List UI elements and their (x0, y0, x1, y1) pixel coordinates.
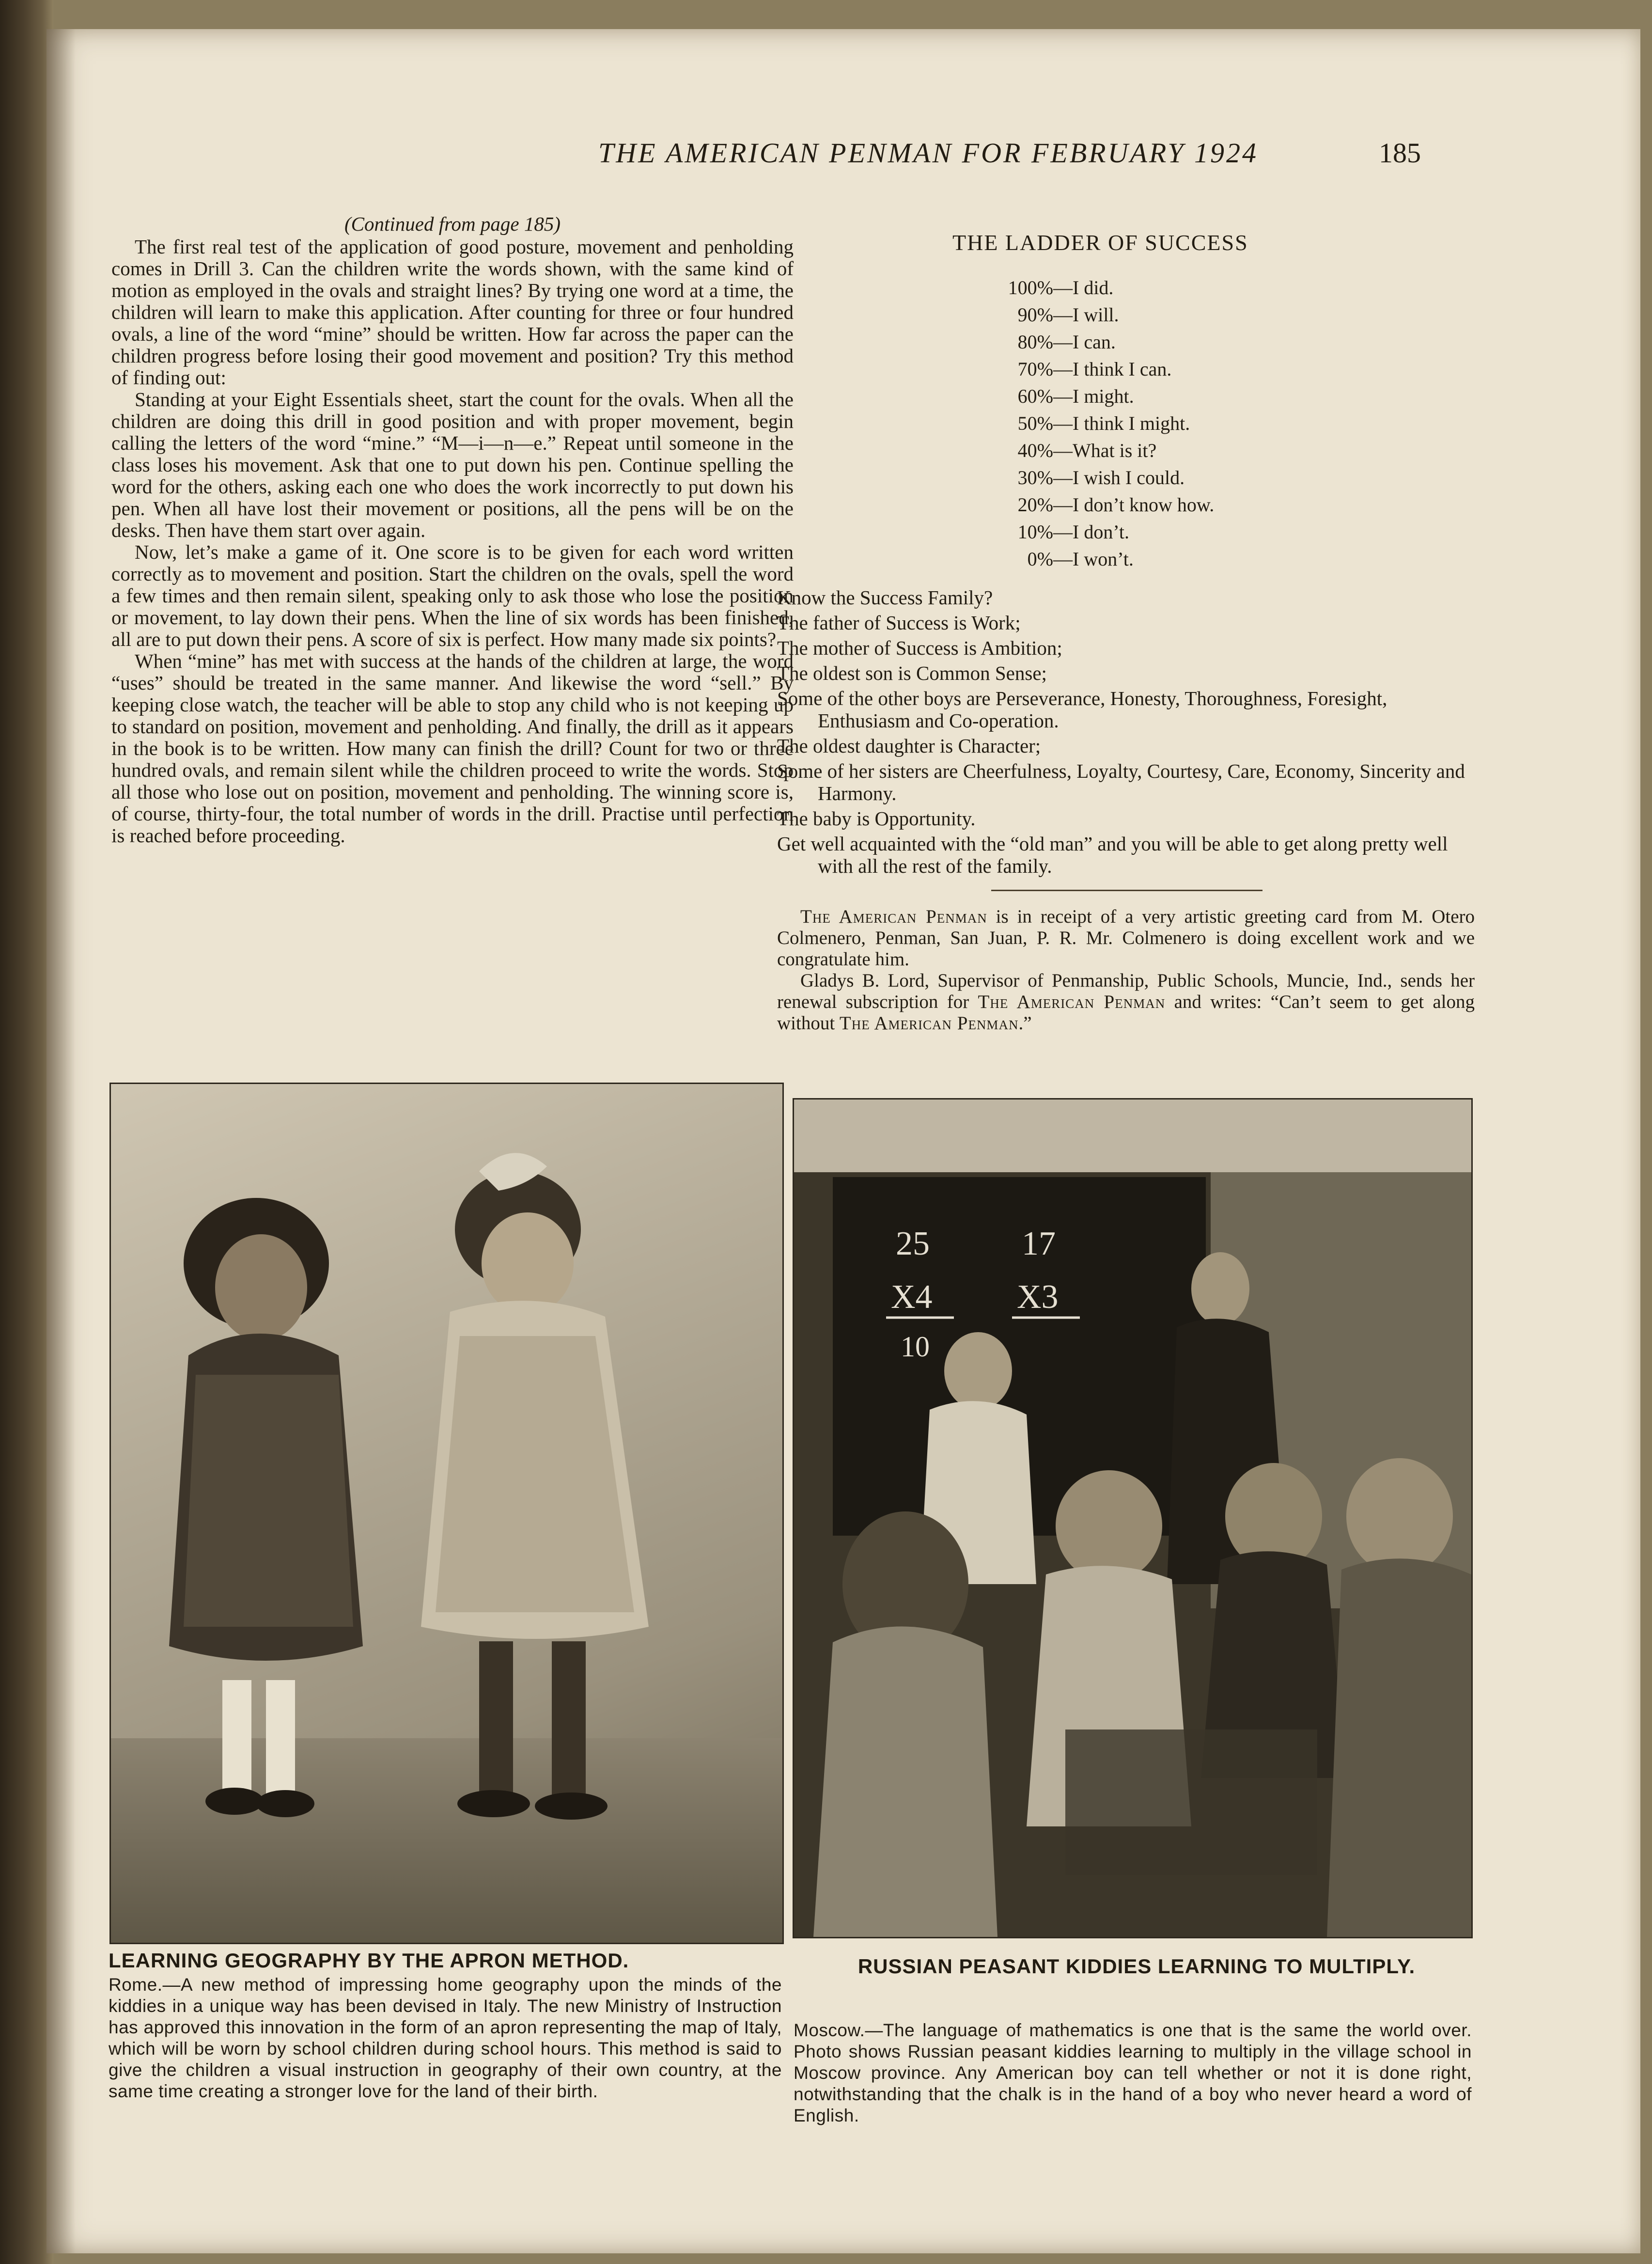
ladder-text: —I might. (1053, 385, 1134, 407)
left-text-column (111, 213, 794, 847)
page-gutter-shadow (47, 29, 76, 2253)
publication-name: The American Penman (978, 991, 1166, 1012)
article-paragraph: The first real test of the application of good posture, movement and penholding comes in Drill 3. Can the children write the words shown, with the same kind of motion as employed in the ovals and straight lines? By trying one word at a time, the children will learn to make this application. After counting for three or four hundred ovals, a line of the word “mine” should be written. How far across the paper can the children progress before losing their good movement and position? Try this method of finding out: (111, 236, 794, 389)
ladder-text: —I did. (1053, 277, 1114, 299)
notes-section (777, 906, 1475, 1034)
blackboard-number: 10 (901, 1331, 930, 1363)
ladder-row (977, 329, 1316, 356)
ladder-row (977, 437, 1316, 464)
blackboard-number: 17 (1022, 1225, 1056, 1262)
photo-girls-apron (109, 1083, 784, 1944)
note-paragraph (777, 906, 1475, 970)
article-paragraph: Now, let’s make a game of it. One score is to be given for each word written correctly as to movement and position. Start the children on the ovals, spell the word a few times and then remain silent, speaking only to ask those who lose the position or movement, to lay down their pens. When the line of six words has been finished, all are to put down their pens. A score of six is perfect. How many made six points? (111, 541, 794, 650)
ladder-percent: 10% (1017, 521, 1053, 543)
blackboard-number: X4 (891, 1278, 933, 1316)
blackboard-number: X3 (1017, 1278, 1059, 1316)
family-line: The father of Success is Work; (777, 612, 1021, 634)
note-paragraph (777, 970, 1475, 1034)
ladder-title: THE LADDER OF SUCCESS (952, 230, 1248, 255)
family-line: The mother of Success is Ambition; (777, 637, 1062, 659)
note-text: Gladys B. Lord, Supervisor of Penmanship, Public Schools, Muncie, Ind., sends her renewal subscription for (777, 970, 1475, 1012)
running-header: THE AMERICAN PENMAN FOR FEBRUARY 1924 (598, 137, 1259, 169)
note-text: is in receipt of a very artistic greeting card from M. Otero Colmenero, Penman, San Juan, P. R. Mr. Colmenero is doing excellent work and we congratulate him. (777, 906, 1475, 970)
photo-russian-classroom (793, 1098, 1473, 1938)
section-divider (991, 890, 1262, 891)
right-photo-caption-body: Moscow.—The language of mathematics is one that is the same the world over. Photo shows Russian peasant kiddies learning to multiply in the village school in Moscow province. Any American boy can tell whether or not it is done right, notwithstanding that the chalk is in the hand of a boy who never heard a word of English. (794, 2020, 1472, 2125)
ladder-percent: 40% (1017, 440, 1053, 461)
page-number: 185 (1379, 137, 1421, 169)
ladder-row (977, 519, 1316, 546)
ladder-row (977, 410, 1316, 437)
ladder-row (977, 491, 1316, 519)
ladder-percent: 60% (1017, 385, 1053, 407)
magazine-page (47, 29, 1640, 2253)
ladder-text: —I can. (1053, 331, 1116, 353)
ladder-text: —I think I might. (1053, 412, 1190, 434)
success-family-list (777, 586, 1480, 880)
ladder-text: —I will. (1053, 304, 1119, 326)
ladder-row (977, 301, 1316, 329)
article-paragraph: When “mine” has met with success at the hands of the children at large, the word “uses” should be treated in the same manner. And likewise the word “sell.” By keeping close watch, the teacher will be able to stop any child who is not keeping up to standard on position, movement and penholding. And finally, the drill as it appears in the book is to be written. How many can finish the drill? Count for two or three hundred ovals, and remain silent while the children proceed to write the words. Stop all those who lose out on position, movement and penholding. The winning score is, of course, thirty-four, the total number of words in the drill. Practise until perfection is reached before proceeding. (111, 650, 794, 847)
article-paragraph: Standing at your Eight Essentials sheet, start the count for the ovals. When all the children are doing this drill in good position and with proper movement, begin calling the letters of the word “mine.” “M—i—n—e.” Repeat until someone in the class loses his movement. Ask that one to put down his pen. Continue spelling the word for the others, asking each one who does the work incorrectly to put down his pen. When all have lost their movement or positions, all the pens will be on the desks. Then have them start over again. (111, 388, 794, 541)
blackboard-number: 25 (896, 1225, 930, 1262)
family-line: Get well acquainted with the “old man” and you will be able to get along pretty well with all the rest of the family. (777, 833, 1448, 877)
publication-name: The American Penman (800, 906, 987, 927)
family-line: The baby is Opportunity. (777, 807, 976, 830)
continued-note: (Continued from page 185) (344, 213, 561, 235)
ladder-row (977, 274, 1316, 301)
ladder-row (977, 383, 1316, 410)
family-line: Some of the other boys are Perseverance, Honesty, Thoroughness, Foresight, Enthusiasm and Co-operation. (777, 687, 1387, 732)
left-photo-caption-body: Rome.—A new method of impressing home geography upon the minds of the kiddies in a unique way has been devised in Italy. The new Ministry of Instruction has approved this innovation in the form of an apron representing the map of Italy, which will be worn by school children during school hours. This method is said to give the children a visual instruction in geography of their own country, at the same time creating a stronger love for the land of their birth. (109, 1975, 782, 2101)
ladder-text: —I don’t know how. (1053, 494, 1215, 516)
book-spine-shadow (0, 0, 53, 2264)
family-line: Know the Success Family? (777, 586, 993, 609)
ladder-text: —I won’t. (1053, 548, 1134, 570)
note-text: and writes: “Can’t seem to get along without (777, 991, 1475, 1034)
ladder-percent: 20% (1017, 494, 1053, 516)
ladder-percent: 50% (1017, 412, 1053, 434)
ladder-percent: 80% (1017, 331, 1053, 353)
ladder-row (977, 464, 1316, 491)
note-text: .” (1018, 1013, 1032, 1034)
left-photo-caption-title: LEARNING GEOGRAPHY BY THE APRON METHOD. (109, 1949, 629, 1972)
ladder-percent: 30% (1017, 467, 1053, 488)
family-line: The oldest daughter is Character; (777, 735, 1041, 757)
photo-girls-apron-illustration (111, 1084, 782, 1943)
ladder-percent: 100% (1008, 277, 1053, 299)
ladder-text: —I don’t. (1053, 521, 1130, 543)
publication-name: The American Penman (839, 1013, 1019, 1034)
ladder-row (977, 546, 1316, 573)
ladder-percent: 0% (1027, 548, 1053, 570)
ladder-text: —I think I can. (1053, 358, 1172, 380)
ladder-row (977, 356, 1316, 383)
right-photo-caption-title: RUSSIAN PEASANT KIDDIES LEARNING TO MULTIPLY. (857, 1955, 1416, 1978)
ladder-text: —What is it? (1053, 440, 1157, 461)
ladder-percent: 90% (1017, 304, 1053, 326)
photo-russian-classroom-illustration (794, 1100, 1471, 1937)
ladder-list (977, 274, 1316, 573)
ladder-text: —I wish I could. (1053, 467, 1185, 488)
ladder-percent: 70% (1017, 358, 1053, 380)
family-line: Some of her sisters are Cheerfulness, Loyalty, Courtesy, Care, Economy, Sincerity and Harmony. (777, 760, 1465, 804)
family-line: The oldest son is Common Sense; (777, 662, 1047, 684)
